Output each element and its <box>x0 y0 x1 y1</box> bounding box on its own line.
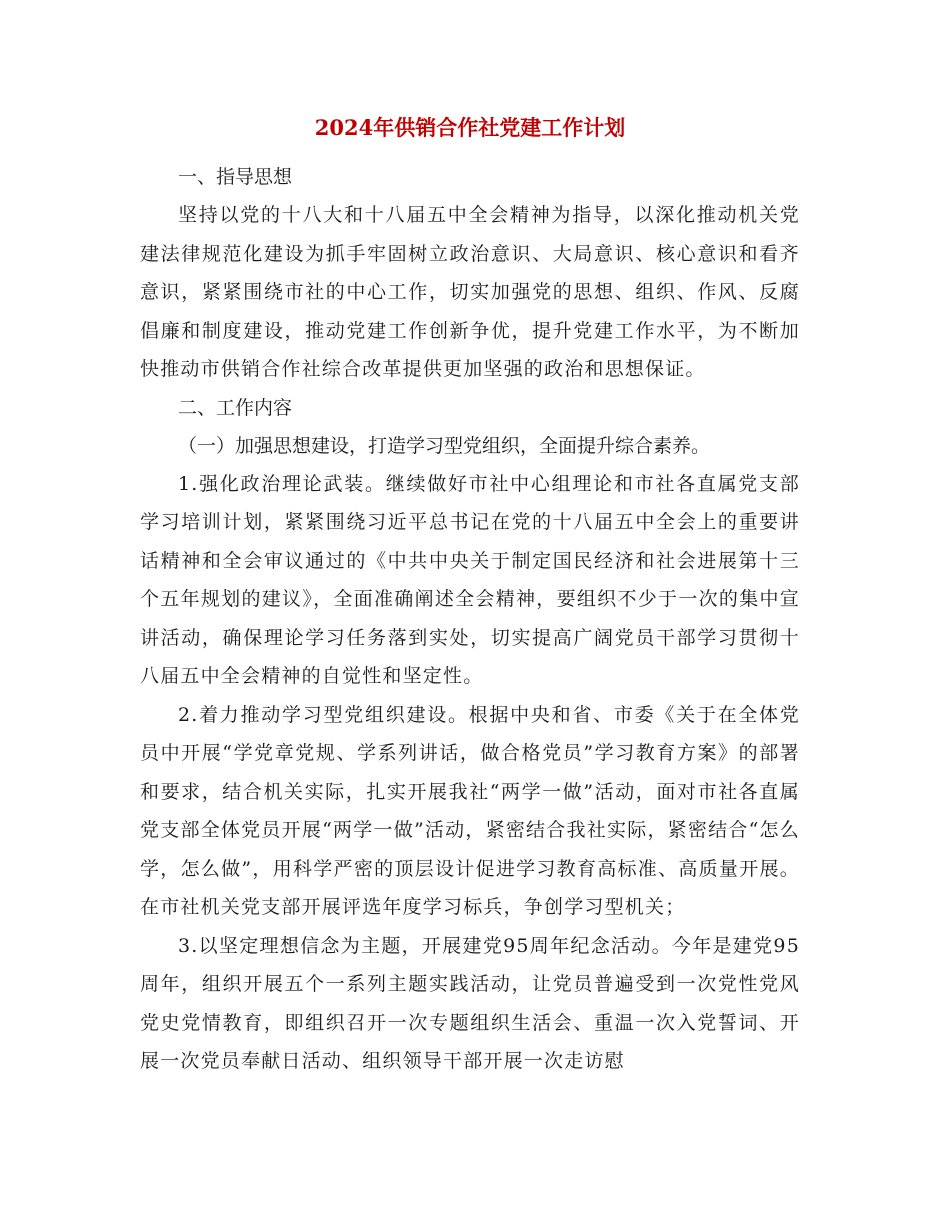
subsection-heading-ideological-building: （一）加强思想建设，打造学习型党组织，全面提升综合素养。 <box>178 434 711 457</box>
section-heading-guiding-ideology: 一、指导思想 <box>178 166 293 188</box>
paragraph-item-3: 3.以坚定理想信念为主题，开展建党95周年纪念活动。今年是建党95周年，组织开展五个一系列主题实践活动，让党员普遍受到一次党性党风党史党情教育，即组织召开一次专题组织生活会、重温一次入党誓词、开展一次党员奉献日活动、组织领导干部开展一次走访慰 <box>140 934 800 1072</box>
paragraph-item-2: 2.着力推动学习型党组织建设。根据中央和省、市委《关于在全体党员中开展“学党章党规、学系列讲话，做合格党员”学习教育方案》的部署和要求，结合机关实际，扎实开展我社“两学一做”活动，面对市社各直属党支部全体党员开展“两学一做”活动，紧密结合我社实际，紧密结合“怎么学，怎么做”，用科学严密的顶层设计促进学习教育高标准、高质量开展。在市社机关党支部开展评选年度学习标兵，争创学习型机关； <box>140 703 800 918</box>
document-title: 2024年供销合作社党建工作计划 <box>314 115 626 140</box>
paragraph-guiding-ideology: 坚持以党的十八大和十八届五中全会精神为指导，以深化推动机关党建法律规范化建设为抓手牢固树立政治意识、大局意识、核心意识和看齐意识，紧紧围绕市社的中心工作，切实加强党的思想、组织、作风、反腐倡廉和制度建设，推动党建工作创新争优，提升党建工作水平，为不断加快推动市供销合作社综合改革提供更加坚强的政治和思想保证。 <box>140 204 800 380</box>
paragraph-item-1: 1.强化政治理论武装。继续做好市社中心组理论和市社各直属党支部学习培训计划，紧紧围绕习近平总书记在党的十八届五中全会上的重要讲话精神和全会审议通过的《中共中央关于制定国民经济和社会进展第十三个五年规划的建议》，全面准确阐述全会精神，要组织不少于一次的集中宣讲活动，确保理论学习任务落到实处，切实提高广阔党员干部学习贯彻十八届五中全会精神的自觉性和坚定性。 <box>140 472 800 687</box>
document-body <box>140 112 800 1081</box>
section-heading-work-content: 二、工作内容 <box>178 396 293 419</box>
